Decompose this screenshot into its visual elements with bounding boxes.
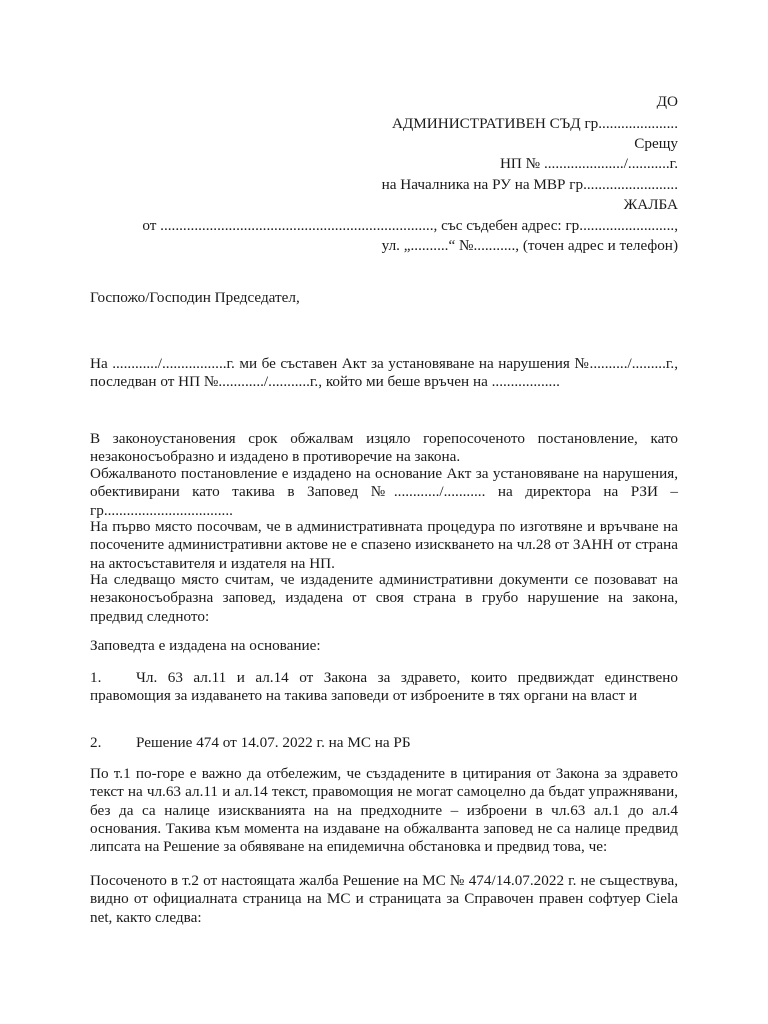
header-against: Срещу: [634, 135, 678, 152]
list-number: 2.: [90, 734, 102, 751]
paragraph-illegal-order: На следващо място считам, че издадените административни документи се позовават на незаконосъобразна заповед, издадена от своя страна в грубо нарушение на закона, предвид следното:: [90, 571, 678, 625]
header-to: ДО: [656, 93, 678, 110]
salutation: Госпожо/Господин Председател,: [90, 289, 300, 306]
header-from-line: от ........................................................................, със съдебен адрес: гр.........................,: [142, 217, 678, 234]
paragraph-appeal: В законоустановения срок обжалвам изцяло горепосоченото постановление, като незаконосъобразно и издадено в противоречие на закона.: [90, 430, 678, 466]
paragraph-basis: Обжалваното постановление е издадено на основание Акт за установяване на нарушения, обективирани като такива в Заповед №............/........... на директора на РЗИ – гр..................................: [90, 465, 678, 519]
list-text: Решение 474 от 14.07. 2022 г. на МС на РБ: [136, 734, 411, 751]
list-text: Чл. 63 ал.11 и ал.14 от Закона за здравето, които предвиждат единствено правомощия за издаването на такива заповеди от изброените в тях органи на власт и: [90, 669, 678, 705]
paragraph-act: На ............/.................г. ми бе съставен Акт за установяване на нарушения №........../.........г., последван от НП №............/...........г., който ми беше връчен на ..................: [90, 355, 678, 391]
list-number: 1.: [90, 669, 102, 686]
header-chief: на Началника на РУ на МВР гр.........................: [381, 176, 678, 193]
paragraph-order-basis: Заповедта е издадена на основание:: [90, 637, 321, 654]
paragraph-point-one: По т.1 по-горе е важно да отбележим, че създадените в цитирания от Закона за здравето текст на чл.63 ал.11 и ал.14 текст, правомощия не могат самоцелно да бъдат упражнявани, без да са налице изискванията на на предходните – изброени в чл.63 ал.1 до ал.4 основания. Такива към момента на издаване на обжалванта заповед не са налице предвид липсата на Решение за обявяване на епидемична обстановка и предвид това, че:: [90, 765, 678, 856]
paragraph-point-two: Посоченото в т.2 от настоящата жалба Решение на МС № 474/14.07.2022 г. не съществува, видно от официалната страница на МС и страницата за Справочен правен софтуер Ciela net, както следва:: [90, 872, 678, 926]
header-address-line: ул. „..........“ №..........., (точен адрес и телефон): [381, 237, 678, 254]
header-np-number: НП № ...................../...........г.: [499, 155, 678, 172]
paragraph-procedure: На първо място посочвам, че в административната процедура по изготвяне и връчване на посочените административни актове не е спазено изискването на чл.28 от ЗАНН от страна на актосъставителя и издателя на НП.: [90, 518, 678, 572]
header-court: АДМИНИСТРАТИВЕН СЪД гр.....................: [391, 115, 678, 132]
list-item: [90, 669, 678, 706]
list-item: [90, 734, 678, 752]
header-doc-type: ЖАЛБА: [623, 196, 678, 213]
